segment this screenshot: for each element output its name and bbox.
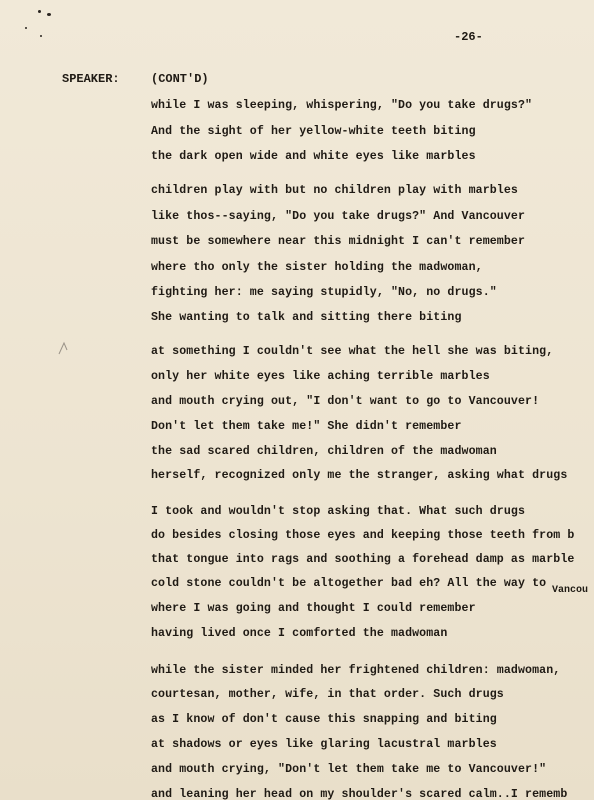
text-line: at something I couldn't see what the hell she was biting, bbox=[151, 345, 554, 358]
text-line: where I was going and thought I could remember bbox=[151, 602, 476, 615]
speaker-continued: (CONT'D) bbox=[151, 72, 209, 86]
ink-speck bbox=[40, 35, 42, 37]
text-line: like thos--saying, "Do you take drugs?" And Vancouver bbox=[151, 210, 526, 223]
ink-speck bbox=[25, 27, 27, 29]
text-line: the sad scared children, children of the madwoman bbox=[151, 445, 497, 458]
text-line: where tho only the sister holding the madwoman, bbox=[151, 261, 483, 274]
text-line: only her white eyes like aching terrible marbles bbox=[151, 370, 490, 383]
pencil-mark bbox=[57, 341, 69, 355]
text-line: herself, recognized only me the stranger, asking what drugs bbox=[151, 469, 568, 482]
text-line: cold stone couldn't be altogether bad eh? All the way to bbox=[151, 577, 547, 590]
text-line: and mouth crying out, "I don't want to go to Vancouver! bbox=[151, 395, 540, 408]
page-number: -26- bbox=[454, 30, 483, 44]
text-line: She wanting to talk and sitting there biting bbox=[151, 311, 462, 324]
text-line: and leaning her head on my shoulder's scared calm..I rememb bbox=[151, 788, 568, 800]
margin-note: Vancou bbox=[552, 585, 589, 596]
text-line: must be somewhere near this midnight I can't remember bbox=[151, 235, 526, 248]
text-line: having lived once I comforted the madwoman bbox=[151, 627, 448, 640]
text-line: fighting her: me saying stupidly, "No, no drugs." bbox=[151, 286, 497, 299]
text-line: as I know of don't cause this snapping and biting bbox=[151, 713, 497, 726]
ink-speck bbox=[47, 13, 51, 16]
text-line: the dark open wide and white eyes like marbles bbox=[151, 150, 476, 163]
text-line: and mouth crying, "Don't let them take me to Vancouver!" bbox=[151, 763, 547, 776]
text-line: courtesan, mother, wife, in that order. Such drugs bbox=[151, 688, 504, 701]
text-line: And the sight of her yellow-white teeth biting bbox=[151, 125, 476, 138]
ink-speck bbox=[38, 10, 41, 13]
text-line: while I was sleeping, whispering, "Do you take drugs?" bbox=[151, 99, 533, 112]
text-line: that tongue into rags and soothing a forehead damp as marble bbox=[151, 553, 575, 566]
text-line: I took and wouldn't stop asking that. What such drugs bbox=[151, 505, 526, 518]
text-line: at shadows or eyes like glaring lacustral marbles bbox=[151, 738, 497, 751]
text-line: do besides closing those eyes and keeping those teeth from b bbox=[151, 529, 575, 542]
text-line: Don't let them take me!" She didn't remember bbox=[151, 420, 462, 433]
text-line: while the sister minded her frightened children: madwoman, bbox=[151, 664, 561, 677]
text-line: children play with but no children play with marbles bbox=[151, 184, 518, 197]
speaker-label: SPEAKER: bbox=[62, 72, 120, 86]
